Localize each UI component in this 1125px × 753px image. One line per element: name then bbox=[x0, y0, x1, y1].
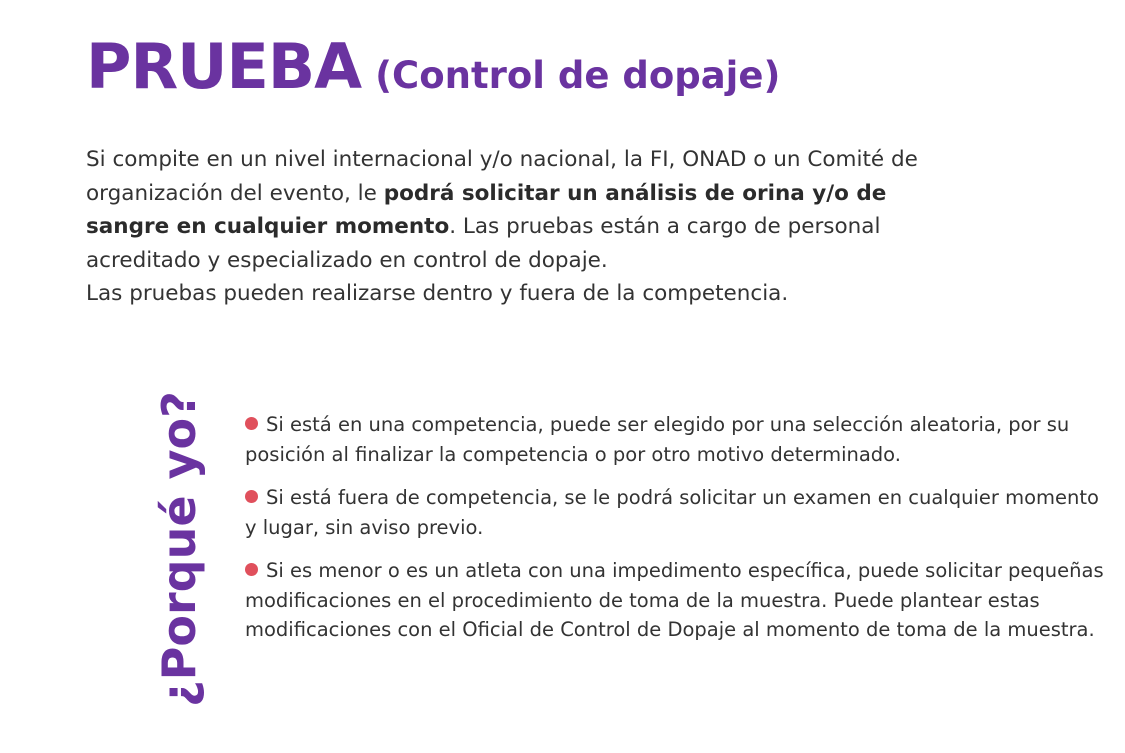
bullet-text: Si está en una competencia, puede ser elegido por una selección aleatoria, por su posición al finalizar la competencia o por otro motivo determinado. bbox=[245, 413, 1070, 466]
bullet-item bbox=[245, 556, 1105, 645]
bullet-item bbox=[245, 410, 1105, 469]
intro-paragraph-2: Las pruebas pueden realizarse dentro y fuera de la competencia. bbox=[86, 281, 789, 306]
bullet-list bbox=[245, 410, 1105, 659]
page-title bbox=[86, 30, 780, 103]
bullet-dot-icon bbox=[245, 563, 258, 576]
intro-paragraph bbox=[86, 143, 936, 277]
intro-text bbox=[86, 143, 936, 311]
bullet-dot-icon bbox=[245, 417, 258, 430]
intro-text-end: . Las pruebas están a cargo de personal acreditado y especializado en control de dopaje. bbox=[86, 214, 881, 273]
bullet-dot-icon bbox=[245, 490, 258, 503]
bullet-text: Si es menor o es un atleta con una impedimento específica, puede solicitar pequeñas modificaciones en el procedimiento de toma de la muestra. Puede plantear estas modificaciones con el Oficial de Control de Dopaje al momento de toma de la muestra. bbox=[245, 559, 1104, 641]
side-heading: ¿Porqué yo? bbox=[152, 391, 206, 707]
title-main: PRUEBA bbox=[86, 30, 362, 103]
title-subtitle: (Control de dopaje) bbox=[375, 54, 781, 97]
bullet-item bbox=[245, 483, 1105, 542]
intro-emphasis: podrá solicitar un análisis de orina y/o de sangre en cualquier momento bbox=[86, 180, 887, 239]
intro-text-start: Si compite en un nivel internacional y/o nacional, la FI, ONAD o un Comité de organización del evento, le bbox=[86, 147, 918, 206]
bullet-text: Si está fuera de competencia, se le podrá solicitar un examen en cualquier momento y lugar, sin aviso previo. bbox=[245, 486, 1099, 539]
